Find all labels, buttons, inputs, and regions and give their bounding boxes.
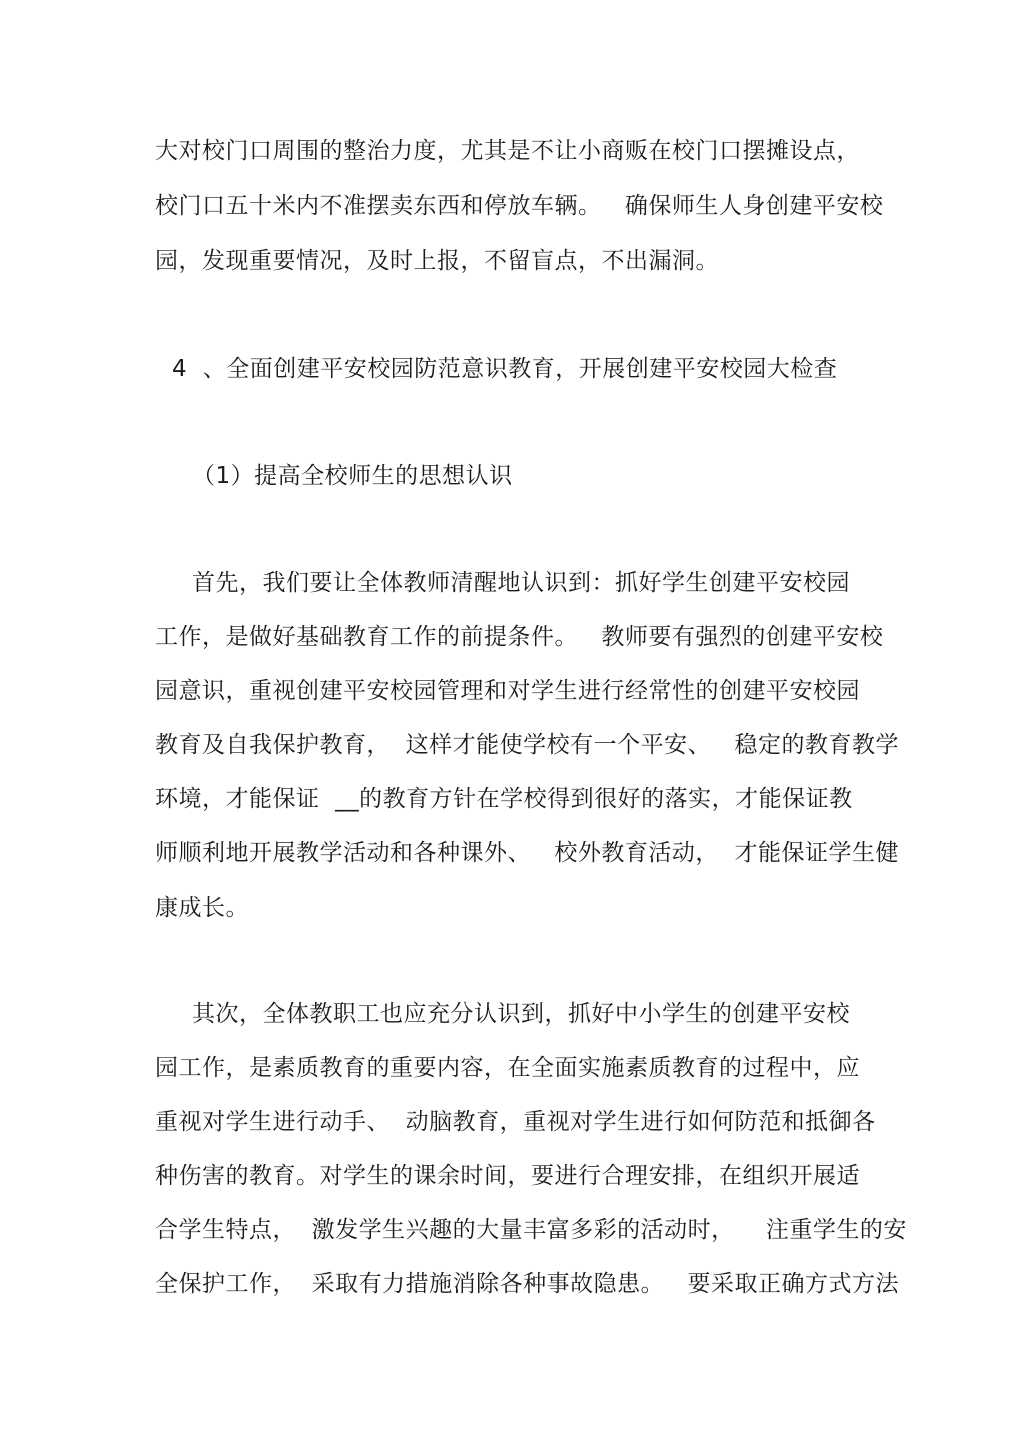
paragraph-line: 重视对学生进行动手、 动脑教育，重视对学生进行如何防范和抵御各 [155, 1109, 876, 1135]
paragraph-line: 其次，全体教职工也应充分认识到，抓好中小学生的创建平安校 [192, 1001, 850, 1027]
paragraph-line: 师顺利地开展教学活动和各种课外、 校外教育活动， 才能保证学生健 [155, 840, 900, 866]
paragraph-line: 大对校门口周围的整治力度，尤其是不让小商贩在校门口摆摊设点， [155, 138, 860, 164]
paragraph-line: 园工作，是素质教育的重要内容，在全面实施素质教育的过程中，应 [155, 1055, 860, 1081]
paragraph-line: 校门口五十米内不准摆卖东西和停放车辆。 确保师生人身创建平安校 [155, 193, 884, 219]
paragraph-line: 首先，我们要让全体教师清醒地认识到：抓好学生创建平安校园 [192, 570, 850, 596]
paragraph-line: 环境，才能保证 __的教育方针在学校得到很好的落实，才能保证教 [155, 786, 853, 812]
subheading-1: （1）提高全校师生的思想认识 [192, 463, 513, 489]
paragraph-line: 园意识，重视创建平安校园管理和对学生进行经常性的创建平安校园 [155, 678, 860, 704]
paragraph-line: 工作，是做好基础教育工作的前提条件。 教师要有强烈的创建平安校 [155, 624, 884, 650]
paragraph-line: 教育及自我保护教育， 这样才能使学校有一个平安、 稳定的教育教学 [155, 732, 900, 758]
paragraph-line: 合学生特点， 激发学生兴趣的大量丰富多彩的活动时， 注重学生的安 [155, 1217, 907, 1243]
paragraph-line: 园，发现重要情况，及时上报，不留盲点，不出漏洞。 [155, 248, 719, 274]
paragraph-line: 全保护工作， 采取有力措施消除各种事故隐患。 要采取正确方式方法 [155, 1271, 900, 1297]
paragraph-line: 康成长。 [155, 895, 249, 921]
section-heading-4: 4 、全面创建平安校园防范意识教育，开展创建平安校园大检查 [172, 356, 838, 382]
paragraph-line: 种伤害的教育。对学生的课余时间，要进行合理安排，在组织开展适 [155, 1163, 860, 1189]
